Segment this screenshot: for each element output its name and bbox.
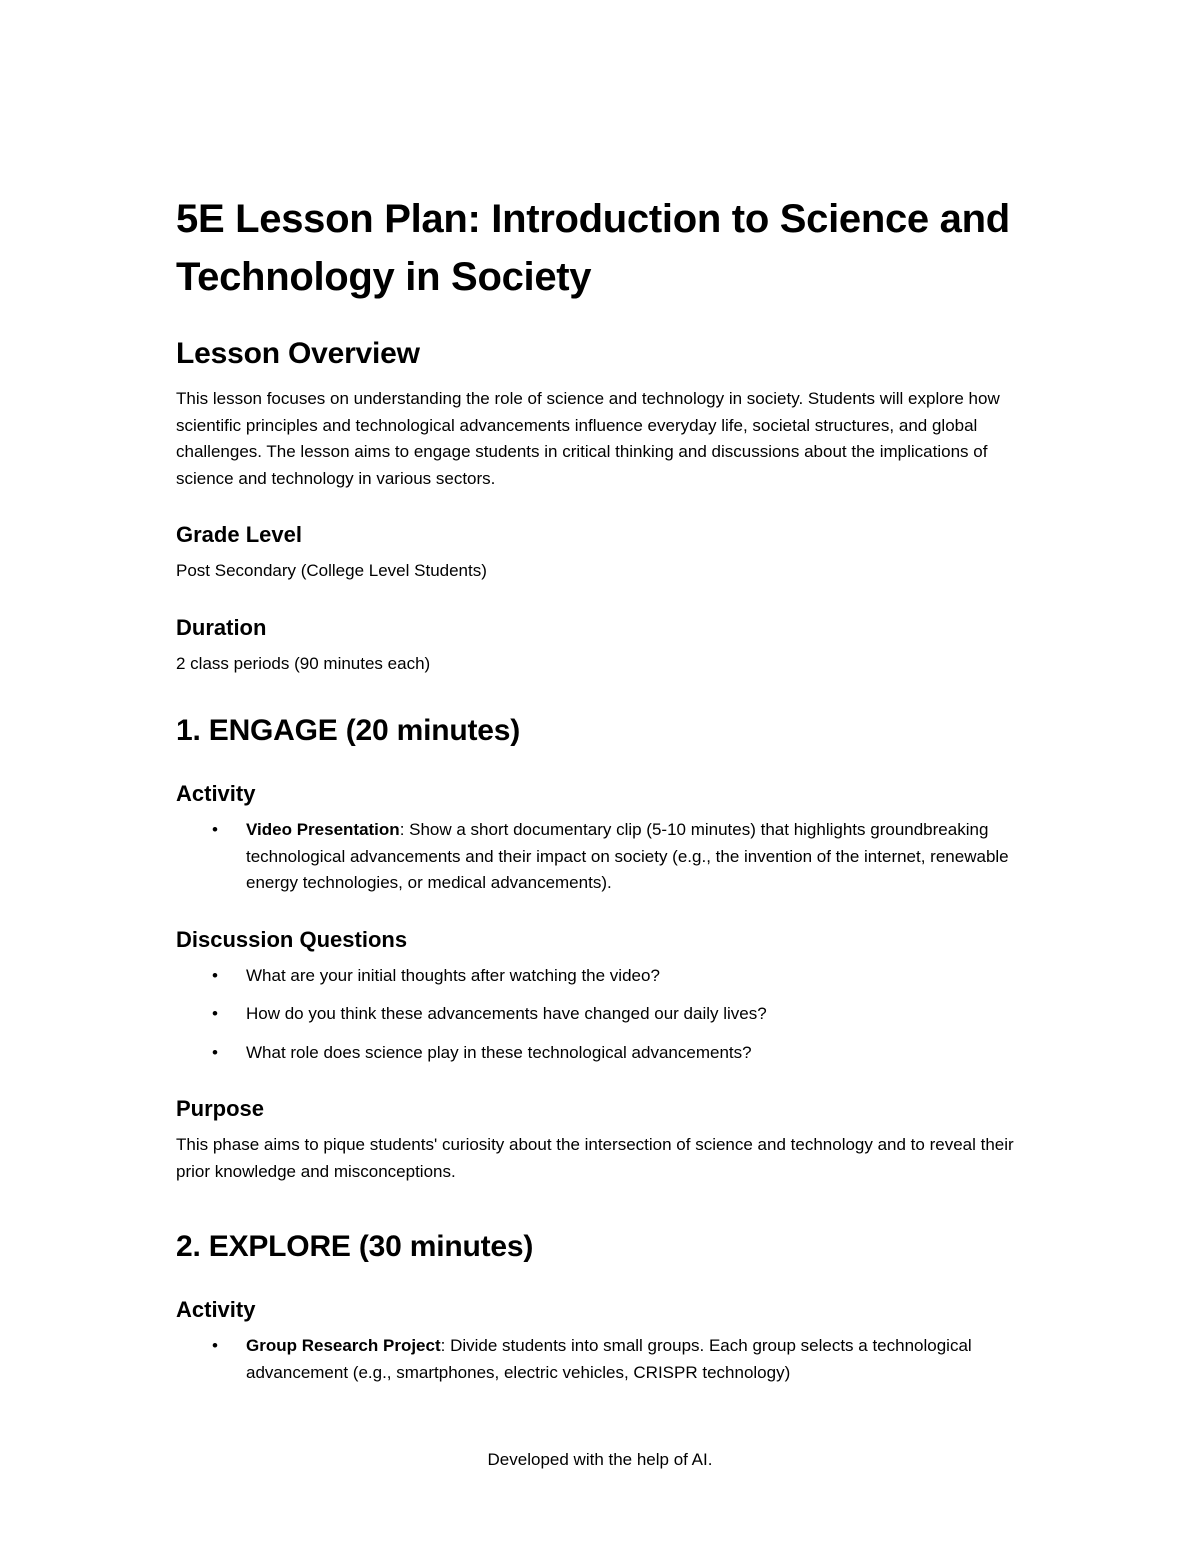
list-item (176, 963, 1036, 990)
list-item-text: What role does science play in these technological advancements? (246, 1042, 752, 1062)
list-item (176, 1001, 1036, 1028)
overview-heading: Lesson Overview (176, 337, 420, 370)
grade-level-text: Post Secondary (College Level Students) (176, 561, 487, 580)
bullet-icon: • (212, 820, 218, 839)
list-item (176, 1040, 1036, 1067)
list-item-label: Video Presentation (246, 820, 400, 839)
discussion-questions-heading: Discussion Questions (176, 926, 408, 952)
list-item-text: What are your initial thoughts after watching the video? (246, 965, 660, 985)
engage-activity-list (176, 817, 1036, 897)
bullet-icon: • (212, 1042, 218, 1062)
engage-heading: 1. ENGAGE (20 minutes) (176, 714, 521, 747)
duration-text: 2 class periods (90 minutes each) (176, 653, 431, 673)
explore-activity-heading: Activity (176, 1297, 256, 1322)
duration-heading: Duration (176, 614, 267, 640)
list-item-label: Group Research Project (246, 1336, 441, 1355)
explore-heading: 2. EXPLORE (30 minutes) (176, 1230, 534, 1263)
grade-level-heading: Grade Level (176, 522, 302, 547)
discussion-questions-list (176, 963, 1036, 1067)
explore-activity-list (176, 1333, 1036, 1386)
list-item-text: : Divide students into small groups. Each group selects a technological advancement (e.g., smartphones, electric vehicles, CRISPR technology) (246, 1336, 972, 1382)
bullet-icon: • (212, 1336, 218, 1355)
purpose-text: This phase aims to pique students' curiosity about the intersection of science and technology and to reveal their prior knowledge and misconceptions. (176, 1135, 1014, 1181)
document-title: 5E Lesson Plan: Introduction to Science and Technology in Society (176, 197, 1010, 299)
list-item-text: : Show a short documentary clip (5-10 minutes) that highlights groundbreaking technological advancements and their impact on society (e.g., the invention of the internet, renewable energy technologies, or medical advancements). (246, 820, 1009, 892)
list-item-text: How do you think these advancements have changed our daily lives? (246, 1004, 767, 1023)
bullet-icon: • (212, 965, 218, 985)
page-footer: Developed with the help of AI. (487, 1450, 713, 1469)
list-item (176, 817, 1036, 897)
bullet-icon: • (212, 1004, 218, 1023)
list-item (176, 1333, 1036, 1386)
document-page (176, 190, 1036, 1386)
overview-text: This lesson focuses on understanding the role of science and technology in society. Students will explore how scientific principles and technological advancements influence everyday life, societal structures, and global challenges. The lesson aims to engage students in critical thinking and discussions about the implications of science and technology in various sectors. (176, 389, 1000, 488)
purpose-heading: Purpose (176, 1096, 265, 1121)
engage-activity-heading: Activity (176, 781, 256, 806)
